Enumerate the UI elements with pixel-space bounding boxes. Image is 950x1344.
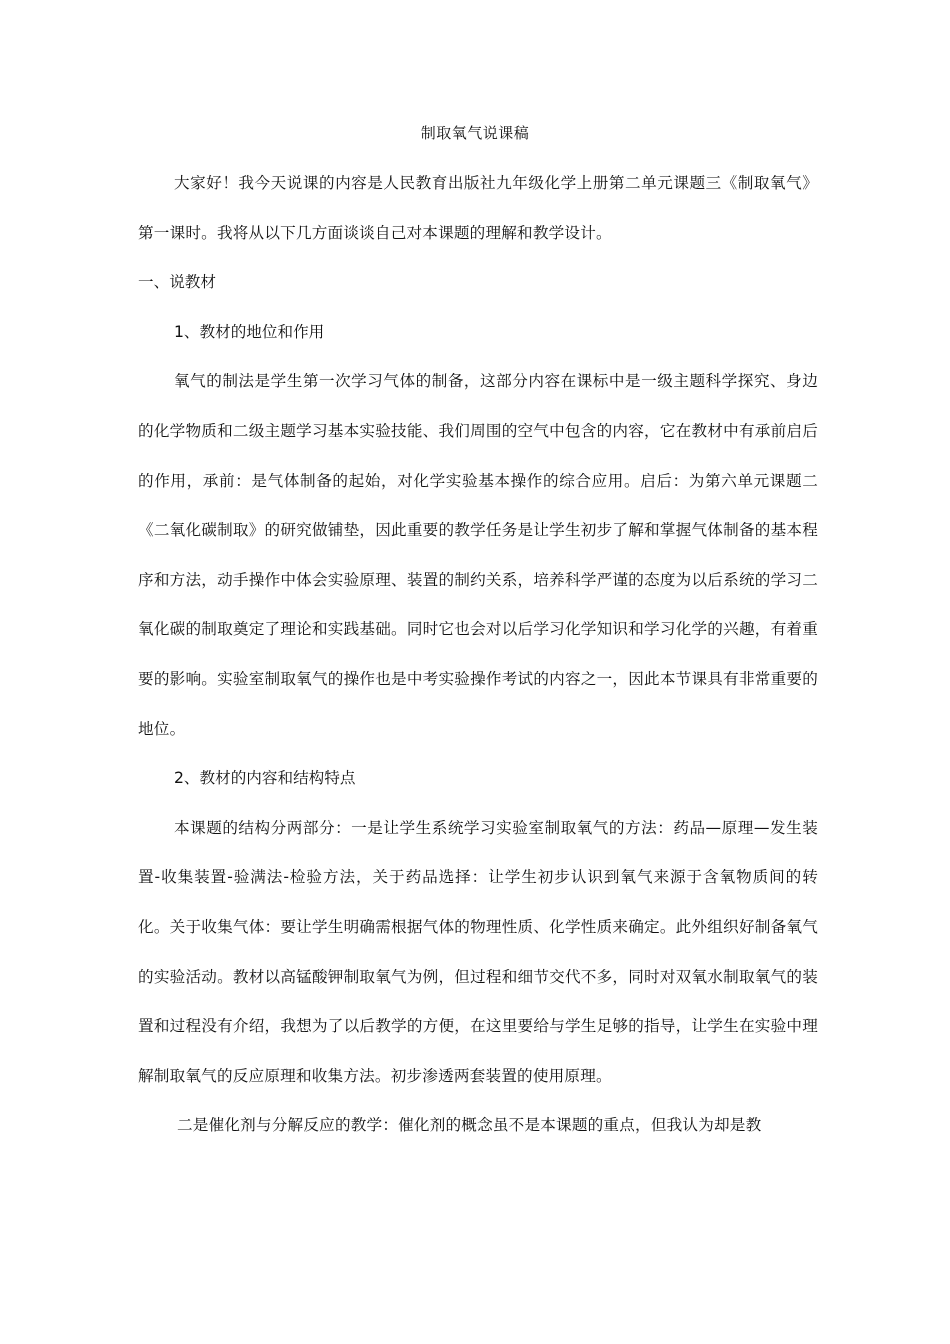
document-body [138, 159, 818, 1151]
paragraph-catalyst: 二是催化剂与分解反应的教学：催化剂的概念虽不是本课题的重点，但我认为却是教 [177, 1116, 762, 1135]
paragraph-position-role: 氧气的制法是学生第一次学习气体的制备，这部分内容在课标中是一级主题科学探究、身边的化学物质和二级主题学习基本实验技能、我们周围的空气中包含的内容，它在教材中有承前启后的作用，承前：是气体制备的起始，对化学实验基本操作的综合应用。启后：为第六单元课题二《二氧化碳制取》的研究做铺垫，因此重要的教学任务是让学生初步了解和掌握气体制备的基本程序和方法，动手操作中体会实验原理、装置的制约关系，培养科学严谨的态度为以后系统的学习二氧化碳的制取奠定了理论和实践基础。同时它也会对以后学习化学知识和学习化学的兴趣，有着重要的影响。实验室制取氧气的操作也是中考实验操作考试的内容之一，因此本节课具有非常重要的地位。 [138, 372, 818, 738]
subheading-content-structure: 2、教材的内容和结构特点 [174, 769, 356, 788]
paragraph-content-structure: 本课题的结构分两部分：一是让学生系统学习实验室制取氧气的方法：药品—原理—发生装置-收集装置-验满法-检验方法，关于药品选择：让学生初步认识到氧气来源于含氧物质间的转化。关于收集气体：要让学生明确需根据气体的物理性质、化学性质来确定。此外组织好制备氧气的实验活动。教材以高锰酸钾制取氧气为例，但过程和细节交代不多，同时对双氧水制取氧气的装置和过程没有介绍，我想为了以后教学的方便，在这里要给与学生足够的指导，让学生在实验中理解制取氧气的反应原理和收集方法。初步渗透两套装置的使用原理。 [138, 818, 818, 1085]
document-title: 制取氧气说课稿 [420, 124, 530, 142]
intro-paragraph: 大家好！我今天说课的内容是人民教育出版社九年级化学上册第二单元课题三《制取氧气》第一课时。我将从以下几方面谈谈自己对本课题的理解和教学设计。 [138, 174, 818, 242]
subheading-position-role: 1、教材的地位和作用 [174, 322, 325, 341]
section-heading-textbook: 一、说教材 [138, 273, 216, 292]
